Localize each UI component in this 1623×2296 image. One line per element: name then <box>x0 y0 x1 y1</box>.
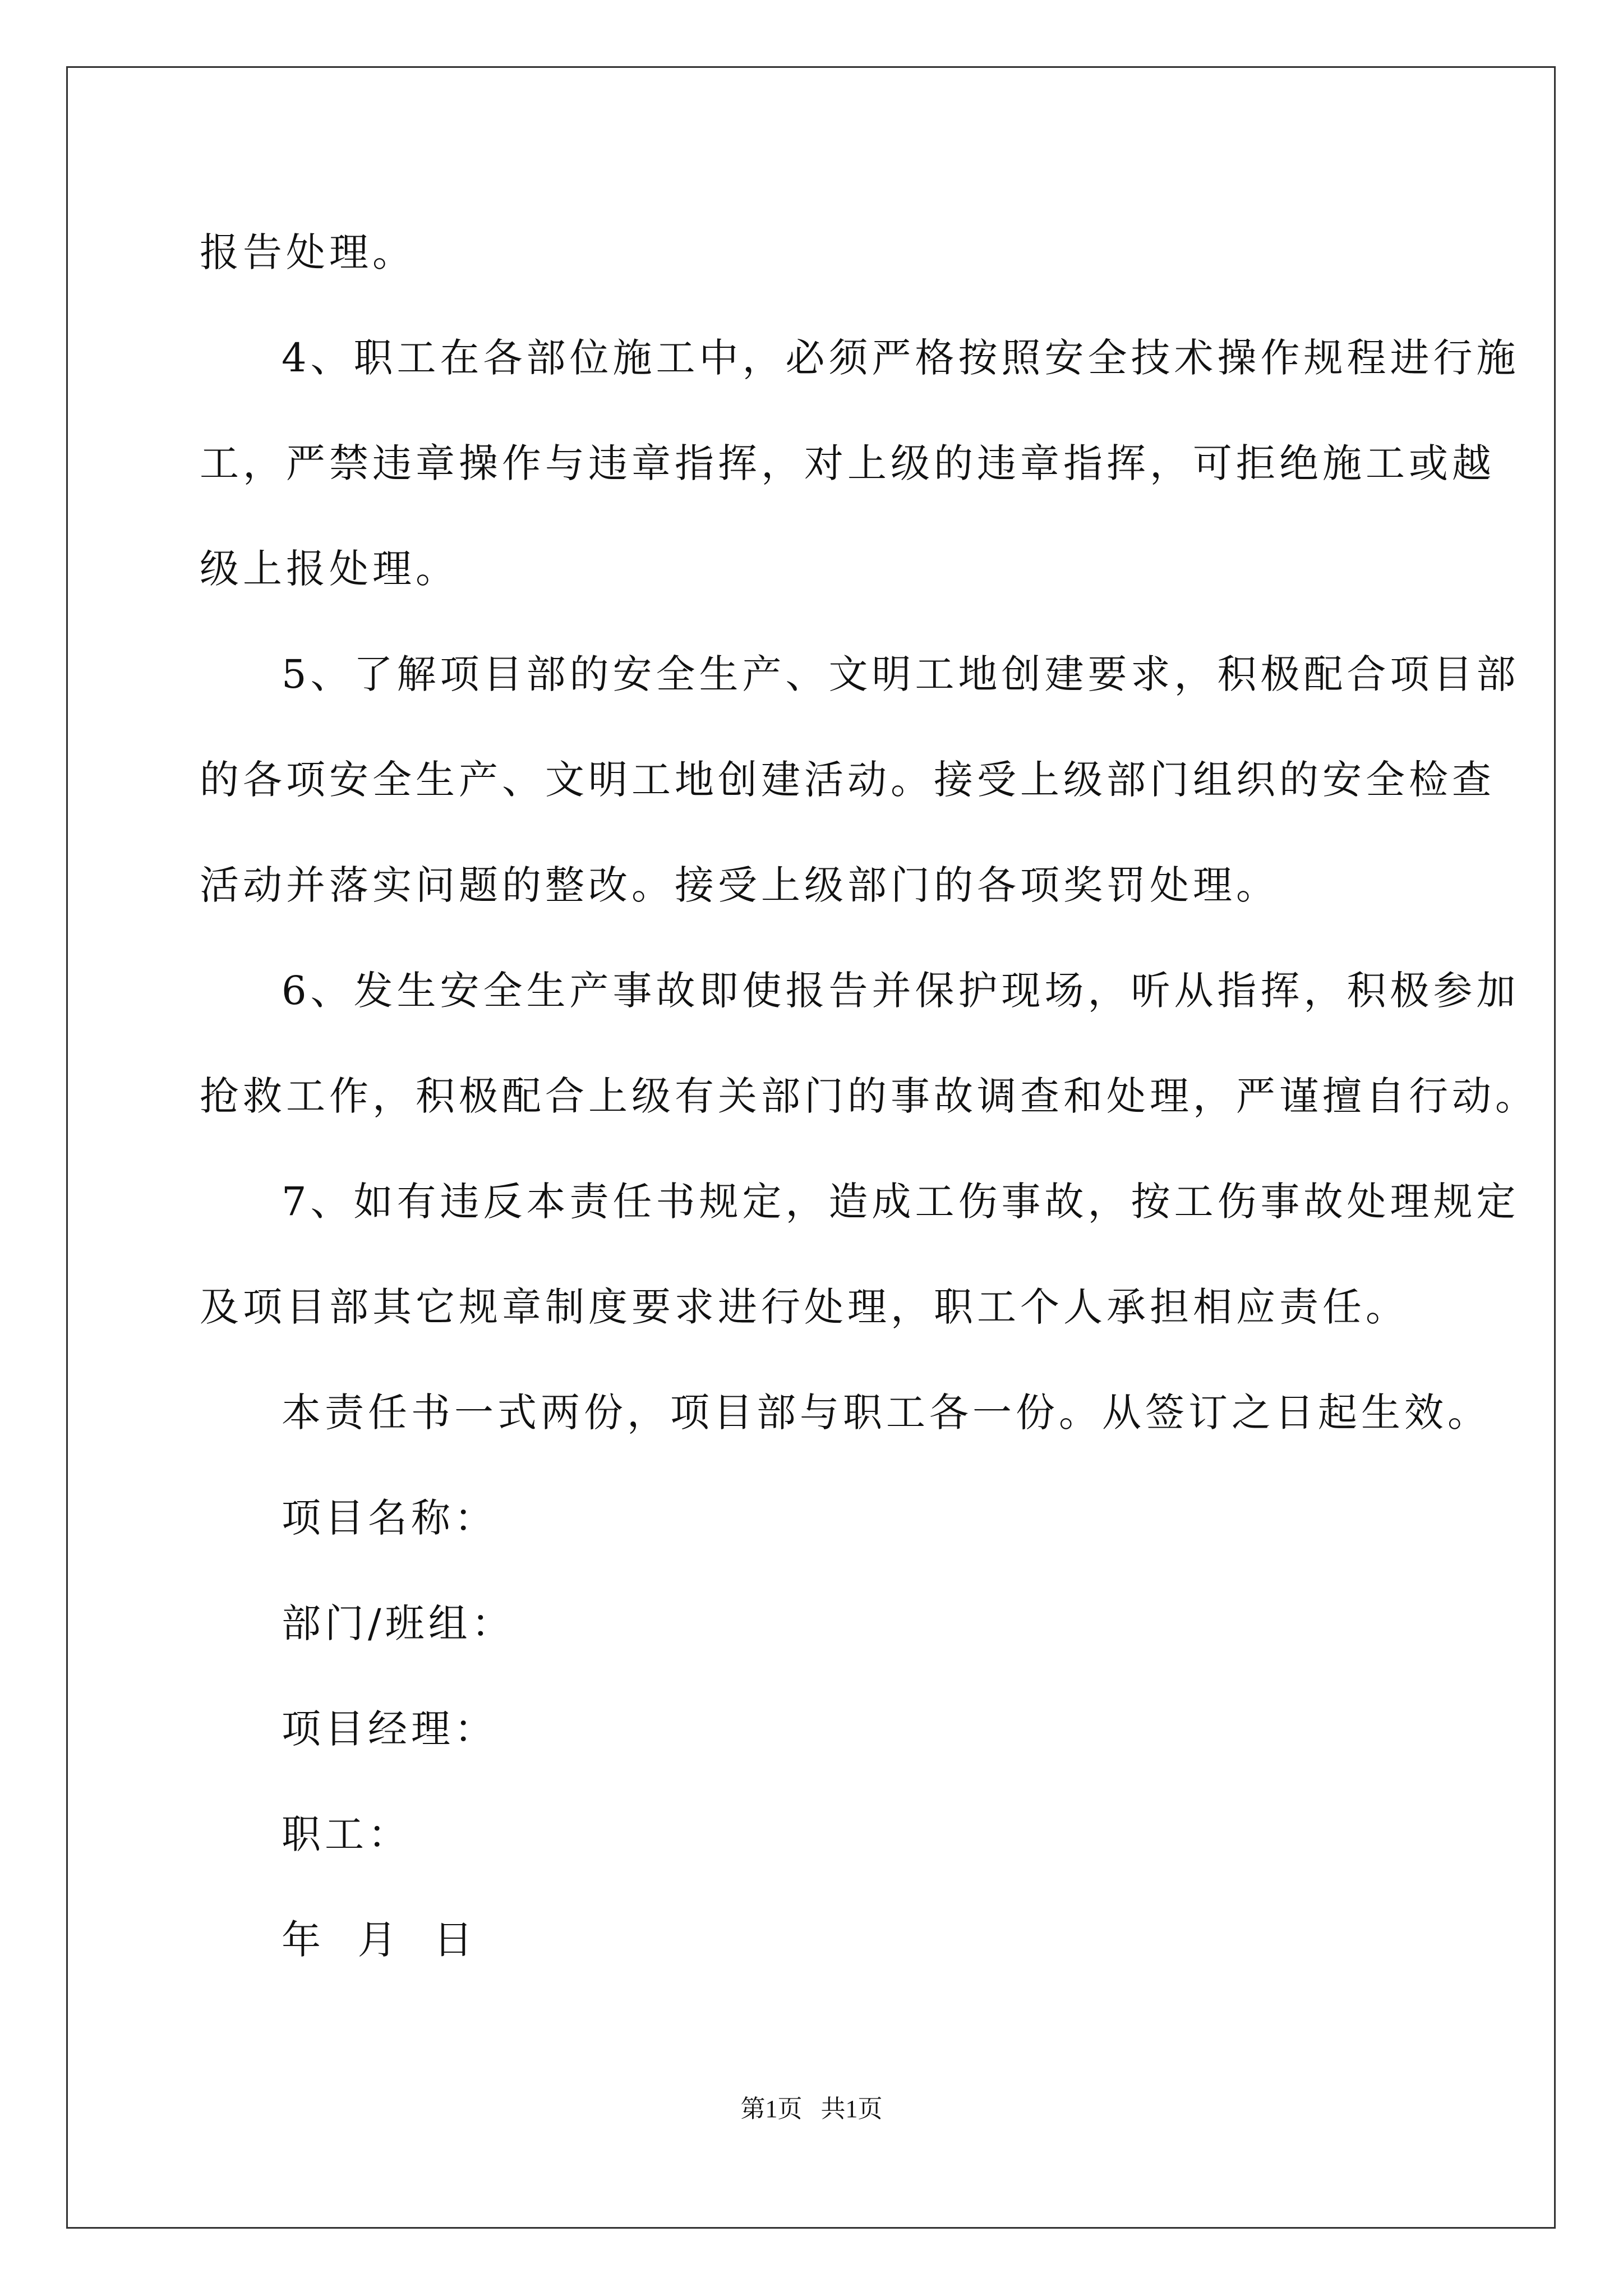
project-name-label: 项目名称： <box>282 1495 497 1541</box>
body-line-12: 本责任书一式两份，项目部与职工各一份。从签订之日起生效。 <box>282 1389 1491 1435</box>
page-frame <box>66 66 1556 2229</box>
body-line-4: 级上报处理。 <box>200 546 459 592</box>
page-footer: 第1页 共1页 <box>740 2095 883 2123</box>
body-line-7: 活动并落实问题的整改。接受上级部门的各项奖罚处理。 <box>200 862 1279 908</box>
body-line-2: 4、职工在各部位施工中，必须严格按照安全技术操作规程进行施 <box>282 335 1520 381</box>
date-label: 年 月 日 <box>282 1917 477 1963</box>
body-line-10: 7、如有违反本责任书规定，造成工伤事故，按工伤事故处理规定 <box>282 1179 1520 1225</box>
body-line-11: 及项目部其它规章制度要求进行处理，职工个人承担相应责任。 <box>200 1284 1409 1330</box>
body-line-3: 工，严禁违章操作与违章指挥，对上级的违章指挥，可拒绝施工或越 <box>200 440 1495 486</box>
body-line-8: 6、发生安全生产事故即使报告并保护现场，听从指挥，积极参加 <box>282 968 1520 1014</box>
body-line-1: 报告处理。 <box>200 229 416 275</box>
project-manager-label: 项目经理： <box>282 1706 497 1752</box>
employee-label: 职工： <box>282 1811 411 1857</box>
body-line-5: 5、了解项目部的安全生产、文明工地创建要求，积极配合项目部 <box>282 651 1520 697</box>
body-line-6: 的各项安全生产、文明工地创建活动。接受上级部门组织的安全检查 <box>200 757 1495 803</box>
body-line-9: 抢救工作，积极配合上级有关部门的事故调查和处理，严谨擅自行动。 <box>200 1073 1538 1119</box>
department-label: 部门/班组： <box>282 1600 515 1646</box>
